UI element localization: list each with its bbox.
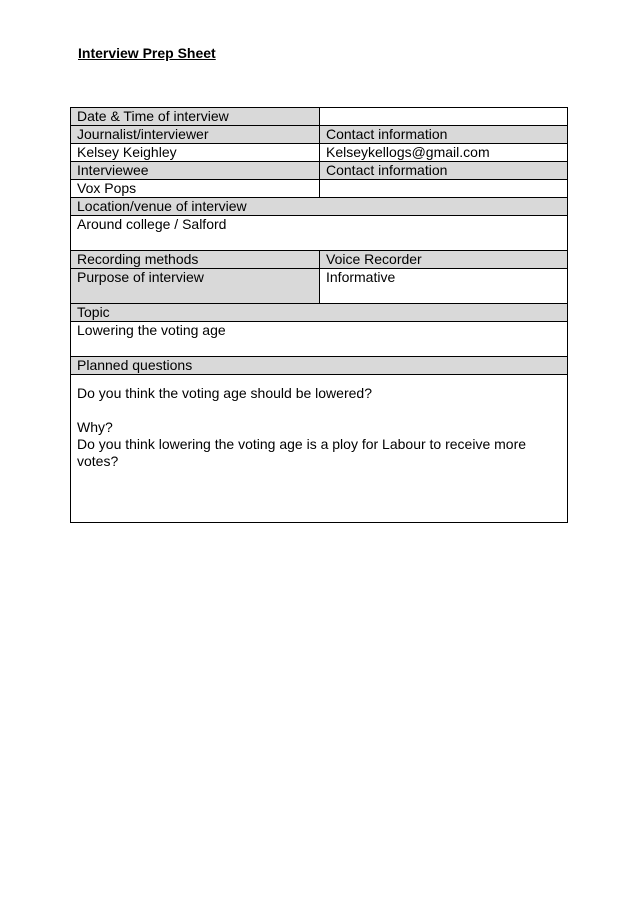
journalist-value-row bbox=[71, 144, 568, 162]
interviewee-name: Vox Pops bbox=[71, 180, 320, 198]
purpose-label: Purpose of interview bbox=[71, 269, 320, 304]
date-time-label: Date & Time of interview bbox=[71, 108, 320, 126]
questions-row bbox=[71, 375, 568, 523]
questions-header-row bbox=[71, 357, 568, 375]
location-label: Location/venue of interview bbox=[71, 198, 568, 216]
questions-cell bbox=[71, 375, 568, 523]
journalist-contact-label: Contact information bbox=[320, 126, 568, 144]
topic-value: Lowering the voting age bbox=[71, 322, 568, 357]
date-time-value bbox=[320, 108, 568, 126]
interviewee-value-row bbox=[71, 180, 568, 198]
page-title: Interview Prep Sheet bbox=[78, 45, 216, 61]
interviewee-label: Interviewee bbox=[71, 162, 320, 180]
journalist-header-row bbox=[71, 126, 568, 144]
topic-label: Topic bbox=[71, 304, 568, 322]
interview-prep-table bbox=[70, 107, 568, 523]
journalist-name: Kelsey Keighley bbox=[71, 144, 320, 162]
journalist-contact: Kelseykellogs@gmail.com bbox=[320, 144, 568, 162]
questions-label: Planned questions bbox=[71, 357, 568, 375]
question-item: Do you think lowering the voting age is a ploy for Labour to receive more votes? bbox=[77, 436, 527, 469]
location-header-row bbox=[71, 198, 568, 216]
location-value: Around college / Salford bbox=[71, 216, 568, 251]
journalist-label: Journalist/interviewer bbox=[71, 126, 320, 144]
purpose-row bbox=[71, 269, 568, 304]
interviewee-header-row bbox=[71, 162, 568, 180]
question-item: Why? bbox=[77, 419, 113, 435]
interviewee-contact bbox=[320, 180, 568, 198]
purpose-value: Informative bbox=[320, 269, 568, 304]
recording-row bbox=[71, 251, 568, 269]
topic-value-row bbox=[71, 322, 568, 357]
date-time-row bbox=[71, 108, 568, 126]
recording-value: Voice Recorder bbox=[320, 251, 568, 269]
interviewee-contact-label: Contact information bbox=[320, 162, 568, 180]
topic-header-row bbox=[71, 304, 568, 322]
recording-label: Recording methods bbox=[71, 251, 320, 269]
location-value-row bbox=[71, 216, 568, 251]
question-item: Do you think the voting age should be lowered? bbox=[77, 385, 372, 401]
